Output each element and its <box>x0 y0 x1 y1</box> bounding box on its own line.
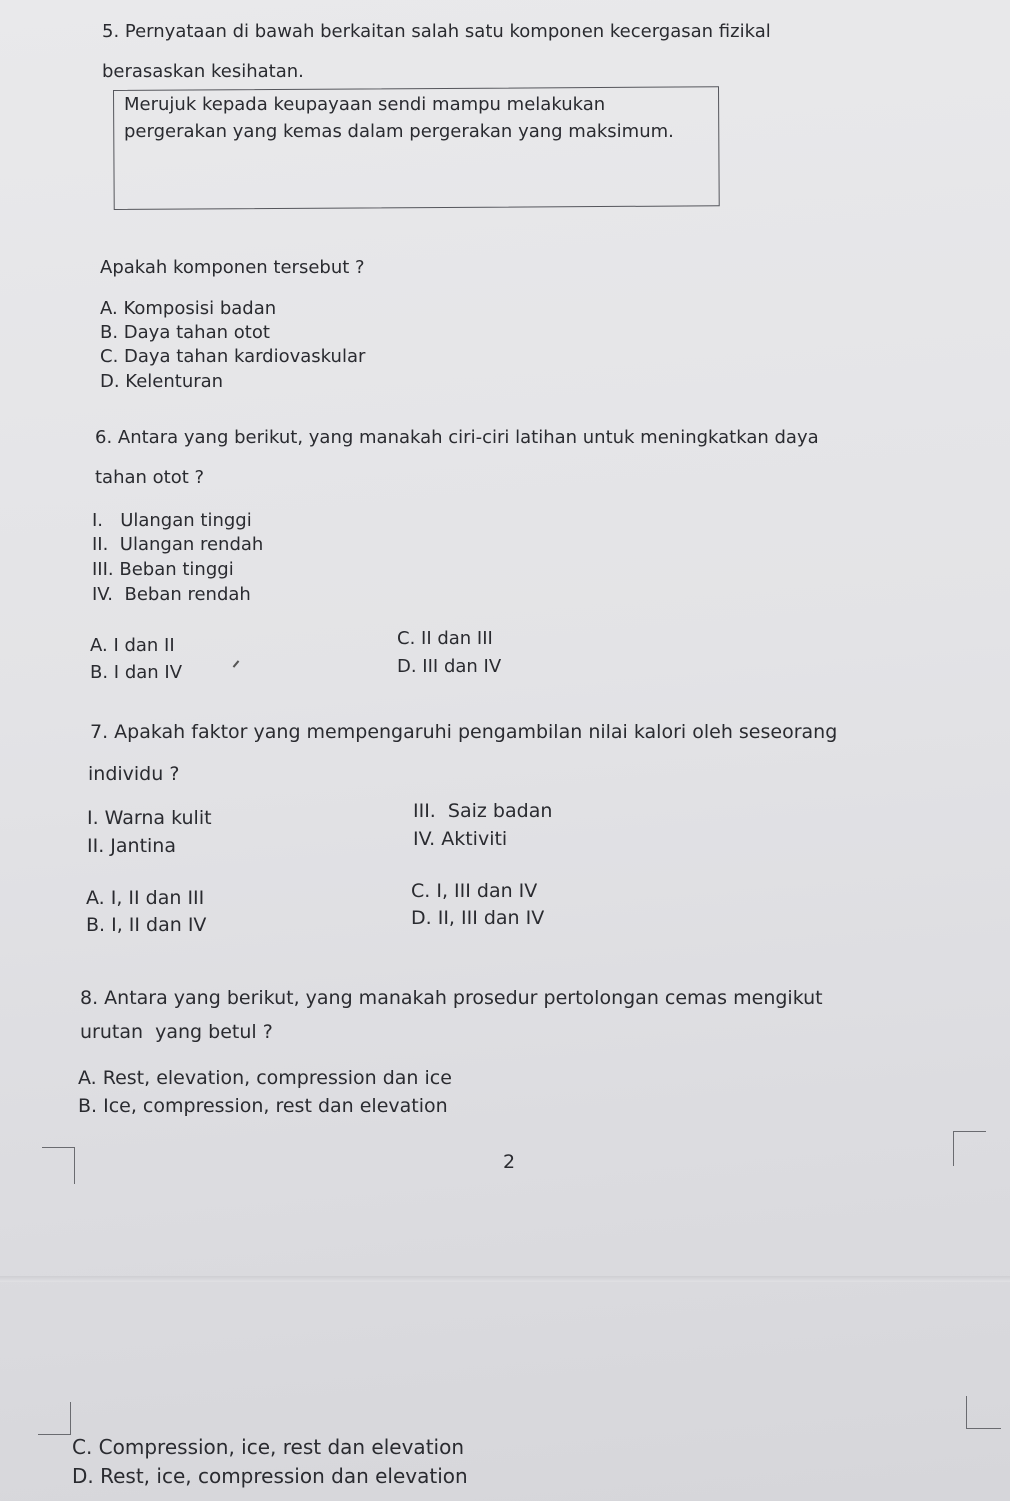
q8-option-d: D. Rest, ice, compression dan elevation <box>72 1464 468 1488</box>
crop-mark-bottom-right <box>966 1396 1001 1429</box>
crop-mark-top-right <box>953 1131 986 1166</box>
q7-stem-line1: 7. Apakah faktor yang mempengaruhi pengambilan nilai kalori oleh seseorang <box>90 721 838 743</box>
q6-option-a: A. I dan II <box>90 635 175 656</box>
q8-stem-line1: 8. Antara yang berikut, yang manakah prosedur pertolongan cemas mengikut <box>80 987 823 1009</box>
q6-option-d: D. III dan IV <box>397 656 502 677</box>
q7-item-3: III. Saiz badan <box>413 800 553 822</box>
q5-option-c: C. Daya tahan kardiovaskular <box>100 346 366 367</box>
q6-item-1: I. Ulangan tinggi <box>92 510 252 531</box>
q7-item-1: I. Warna kulit <box>87 807 212 829</box>
crop-mark-bottom-left <box>38 1402 71 1435</box>
q6-item-2: II. Ulangan rendah <box>92 534 264 555</box>
page-number: 2 <box>503 1151 516 1173</box>
q6-option-b: B. I dan IV <box>90 662 183 683</box>
q5-option-d: D. Kelenturan <box>100 371 224 392</box>
crop-mark-top-left <box>42 1147 75 1184</box>
q5-option-b: B. Daya tahan otot <box>100 322 270 343</box>
q5-stem-line1: 5. Pernyataan di bawah berkaitan salah satu komponen kecergasan fizikal <box>102 21 771 42</box>
q7-option-d: D. II, III dan IV <box>411 907 545 929</box>
q8-option-b: B. Ice, compression, rest dan elevation <box>78 1095 448 1117</box>
q6-item-3: III. Beban tinggi <box>92 559 234 580</box>
q7-option-b: B. I, II dan IV <box>86 914 207 936</box>
q7-item-2: II. Jantina <box>87 835 176 857</box>
q6-option-c: C. II dan III <box>397 628 493 649</box>
q6-item-4: IV. Beban rendah <box>92 584 251 605</box>
q8-stem-line2: urutan yang betul ? <box>80 1021 273 1043</box>
q5-statement-line2: pergerakan yang kemas dalam pergerakan yang maksimum. <box>124 121 674 142</box>
q7-item-4: IV. Aktiviti <box>413 828 508 850</box>
q7-stem-line2: individu ? <box>88 763 180 785</box>
q5-question: Apakah komponen tersebut ? <box>100 257 365 278</box>
pen-mark <box>233 660 240 667</box>
q8-option-a: A. Rest, elevation, compression dan ice <box>78 1067 452 1089</box>
q5-stem-line2: berasaskan kesihatan. <box>102 61 304 82</box>
q6-stem-line2: tahan otot ? <box>95 467 205 488</box>
q7-option-c: C. I, III dan IV <box>411 880 538 902</box>
q5-statement-line1: Merujuk kepada keupayaan sendi mampu melakukan <box>124 94 606 115</box>
q6-stem-line1: 6. Antara yang berikut, yang manakah ciri-ciri latihan untuk meningkatkan daya <box>95 427 819 448</box>
q8-option-c: C. Compression, ice, rest dan elevation <box>72 1435 465 1459</box>
page-fold-shadow <box>0 1276 1010 1282</box>
q7-option-a: A. I, II dan III <box>86 887 205 909</box>
q5-option-a: A. Komposisi badan <box>100 298 277 319</box>
